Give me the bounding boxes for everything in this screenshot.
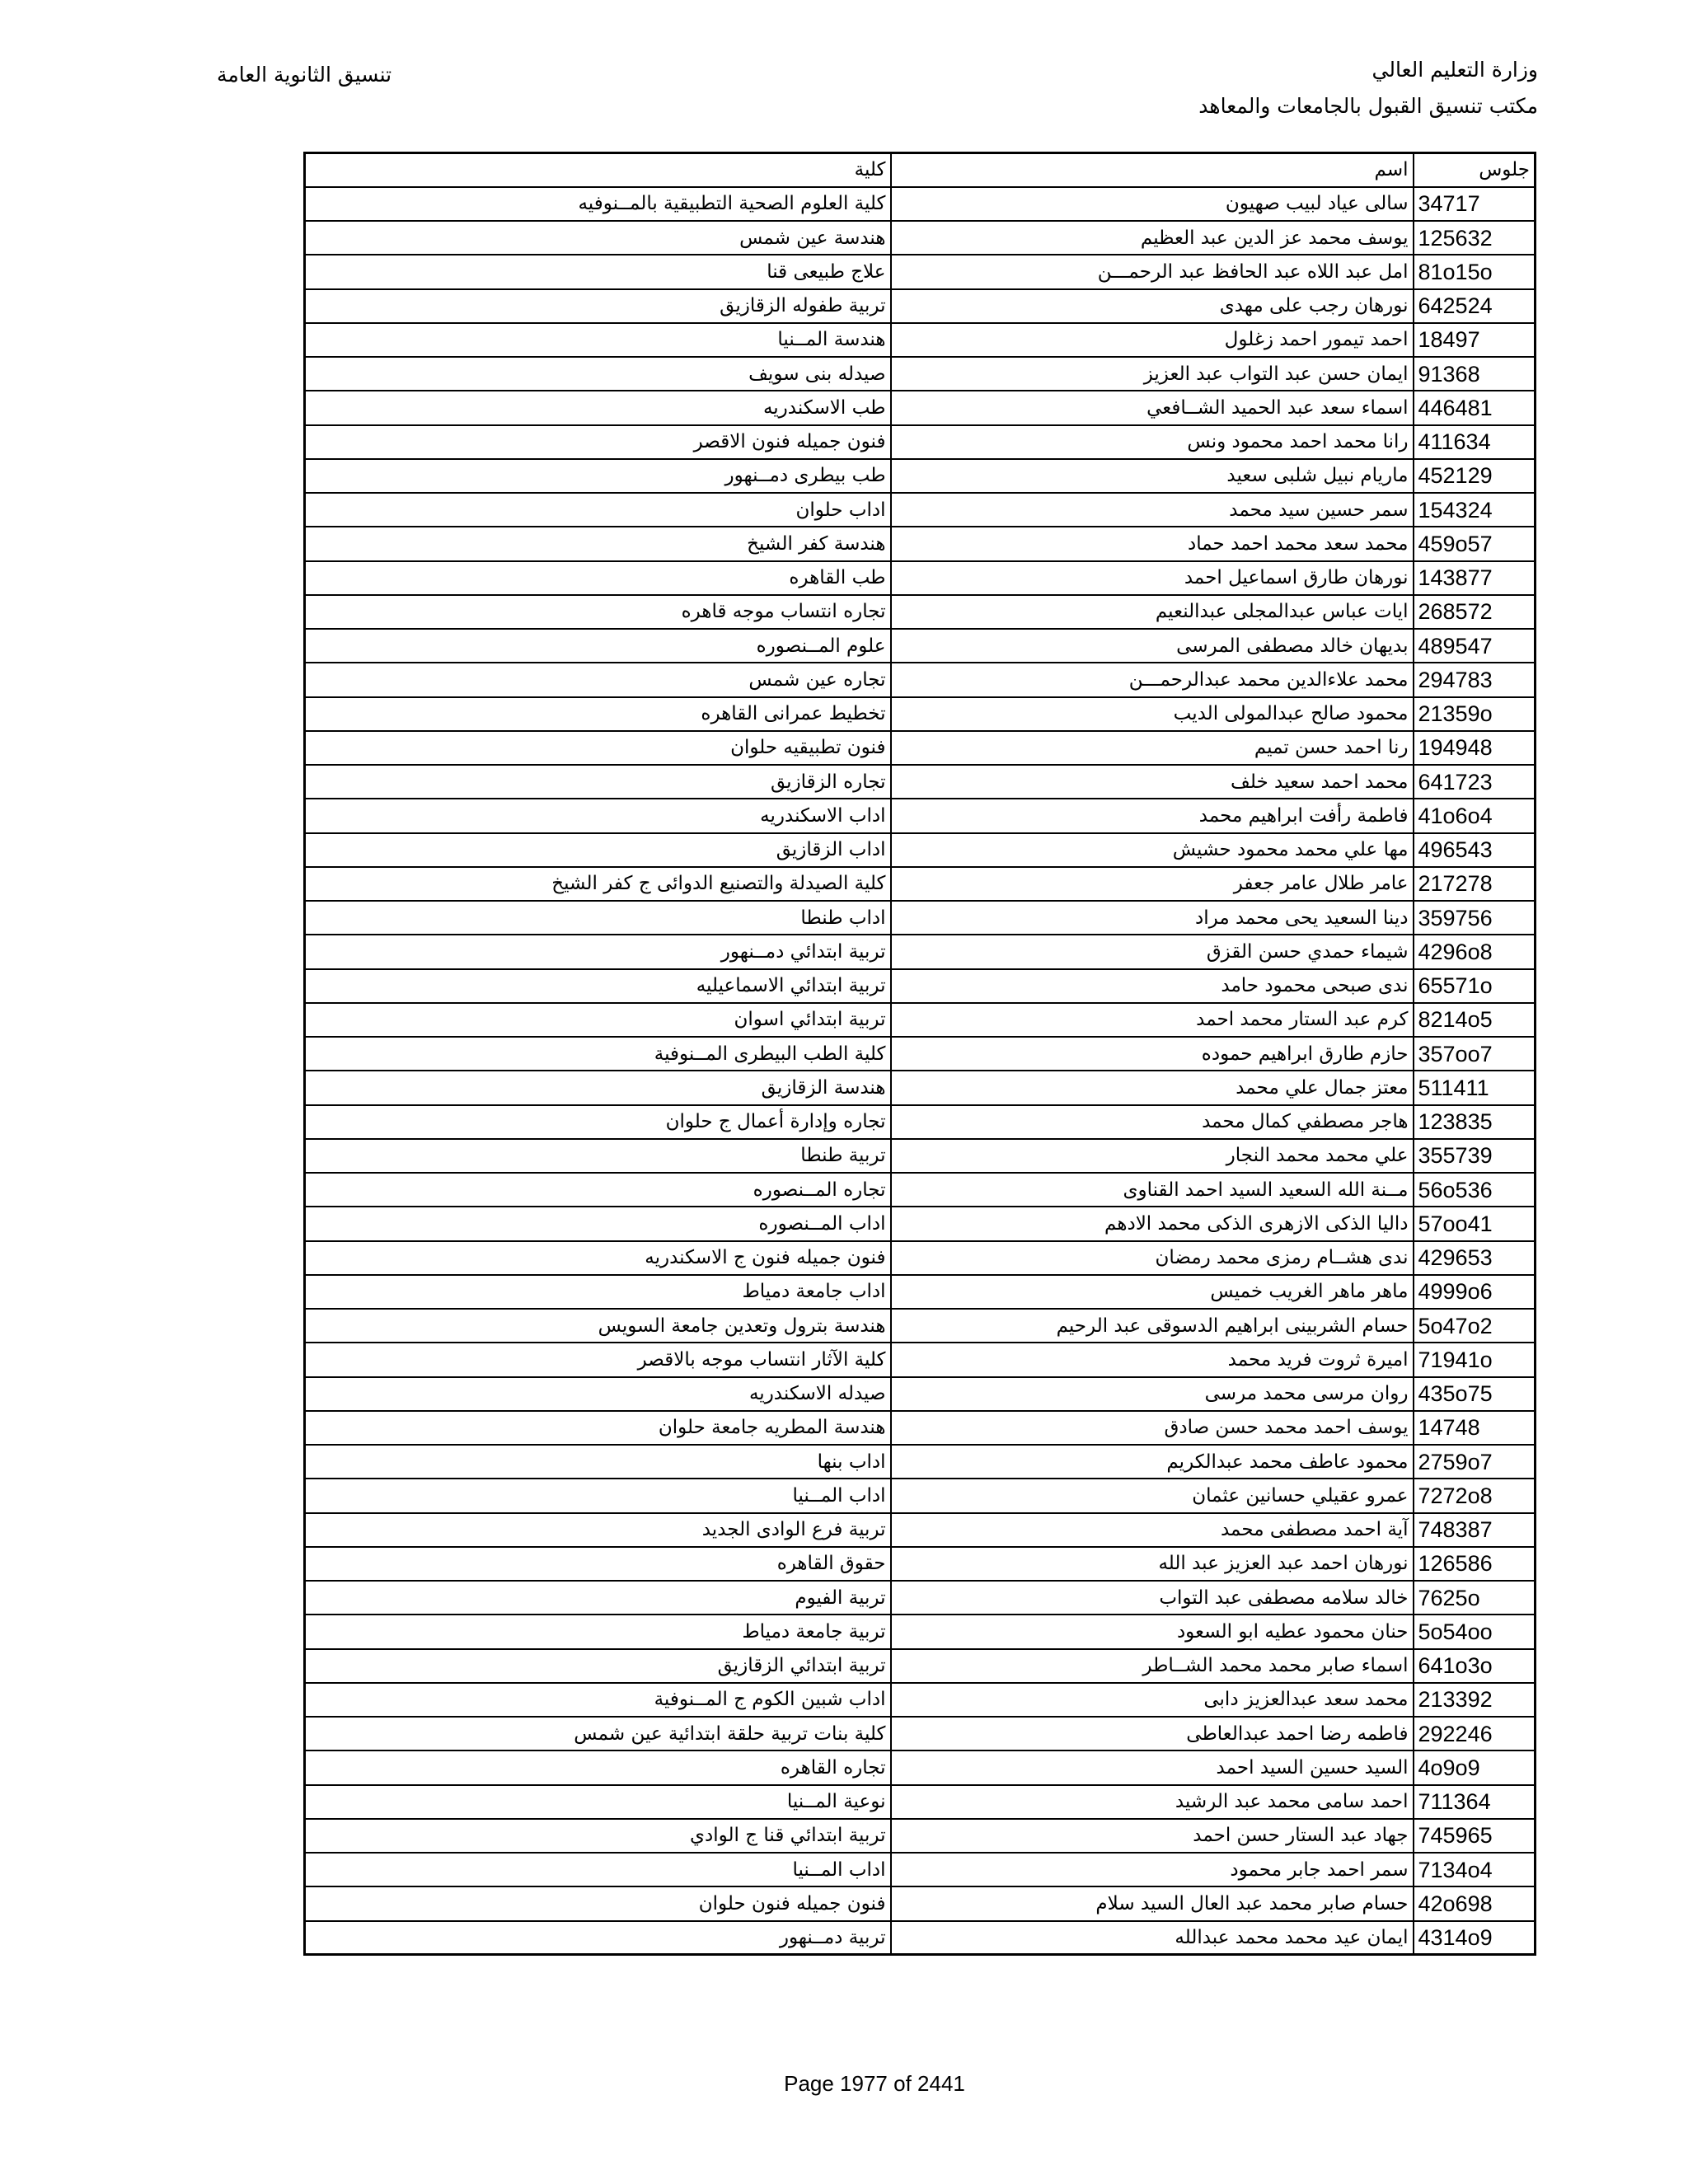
- college-cell: كلية العلوم الصحية التطبيقية بالمــنوفيه: [305, 187, 891, 221]
- table-row: [305, 459, 1536, 493]
- table-row: [305, 1785, 1536, 1819]
- seat-number-cell: 411634: [1414, 425, 1536, 459]
- seat-number-cell: 711364: [1414, 1785, 1536, 1819]
- seat-number-cell: 34717: [1414, 187, 1536, 221]
- table-header: [305, 153, 1536, 187]
- college-cell: طب القاهره: [305, 561, 891, 595]
- seat-number-cell: 126586: [1414, 1547, 1536, 1581]
- seat-number-cell: 4o9o9: [1414, 1750, 1536, 1784]
- page-number: Page 1977 of 2441: [784, 2071, 965, 2096]
- college-cell: تجاره وإدارة أعمال ج حلوان: [305, 1105, 891, 1139]
- student-name-cell: سمر احمد جابر محمود: [891, 1853, 1414, 1886]
- header-row: [305, 153, 1536, 187]
- seat-number-cell: 71941o: [1414, 1343, 1536, 1376]
- table-row: [305, 1139, 1536, 1173]
- table-row: [305, 289, 1536, 323]
- college-cell: تجاره انتساب موجه قاهره: [305, 595, 891, 629]
- table-row: [305, 595, 1536, 629]
- student-name-cell: هاجر مصطفي كمال محمد: [891, 1105, 1414, 1139]
- seat-number-cell: 4296o8: [1414, 935, 1536, 968]
- seat-number-cell: 213392: [1414, 1683, 1536, 1717]
- student-name-cell: مــنة الله السعيد السيد احمد القناوى: [891, 1173, 1414, 1207]
- student-name-cell: حسام صابر محمد عبد العال السيد سلام: [891, 1886, 1414, 1920]
- student-name-cell: داليا الذكى الازهرى الذكى محمد الادهم: [891, 1207, 1414, 1240]
- table-row: [305, 1241, 1536, 1275]
- college-cell: كلية الصيدلة والتصنيع الدوائى ج كفر الشيخ: [305, 867, 891, 901]
- table-row: [305, 1547, 1536, 1581]
- table-row: [305, 731, 1536, 765]
- college-cell: اداب شبين الكوم ج المــنوفية: [305, 1683, 891, 1717]
- student-name-cell: عامر طلال عامر جعفر: [891, 867, 1414, 901]
- college-cell: اداب حلوان: [305, 493, 891, 527]
- college-cell: فنون تطبيقيه حلوان: [305, 731, 891, 765]
- seat-number-cell: 18497: [1414, 323, 1536, 357]
- student-name-cell: اميرة ثروت فريد محمد: [891, 1343, 1414, 1376]
- table-row: [305, 391, 1536, 424]
- table-row: [305, 1411, 1536, 1445]
- seat-number-cell: 56o536: [1414, 1173, 1536, 1207]
- college-cell: هندسة عين شمس: [305, 221, 891, 255]
- student-name-cell: كرم عبد الستار محمد احمد: [891, 1003, 1414, 1037]
- seat-number-cell: 748387: [1414, 1513, 1536, 1547]
- seat-number-cell: 459o57: [1414, 527, 1536, 560]
- student-name-cell: يوسف محمد عز الدين عبد العظيم: [891, 221, 1414, 255]
- college-cell: هندسة الزقازيق: [305, 1071, 891, 1104]
- college-cell: فنون جميله فنون حلوان: [305, 1886, 891, 1920]
- table-row: [305, 833, 1536, 867]
- student-name-cell: السيد حسين السيد احمد: [891, 1750, 1414, 1784]
- column-header-seat: جلوس: [1414, 153, 1536, 187]
- table-row: [305, 1173, 1536, 1207]
- seat-number-cell: 41o6o4: [1414, 799, 1536, 832]
- college-cell: هندسة بترول وتعدين جامعة السويس: [305, 1309, 891, 1343]
- college-cell: نوعية المــنيا: [305, 1785, 891, 1819]
- office-name: مكتب تنسيق القبول بالجامعات والمعاهد: [1198, 94, 1538, 118]
- seat-number-cell: 5o54oo: [1414, 1615, 1536, 1648]
- seat-number-cell: 194948: [1414, 731, 1536, 765]
- table-row: [305, 935, 1536, 968]
- seat-number-cell: 452129: [1414, 459, 1536, 493]
- college-cell: تربية ابتدائي اسوان: [305, 1003, 891, 1037]
- college-cell: تجاره عين شمس: [305, 663, 891, 696]
- seat-number-cell: 81o15o: [1414, 255, 1536, 288]
- seat-number-cell: 123835: [1414, 1105, 1536, 1139]
- college-cell: علوم المــنصوره: [305, 629, 891, 663]
- student-name-cell: احمد تيمور احمد زغلول: [891, 323, 1414, 357]
- seat-number-cell: 355739: [1414, 1139, 1536, 1173]
- student-name-cell: امل عبد اللاه عبد الحافظ عبد الرحمـــن: [891, 255, 1414, 288]
- table-row: [305, 1445, 1536, 1479]
- table-row: [305, 1921, 1536, 1955]
- table-row: [305, 1853, 1536, 1886]
- seat-number-cell: 641o3o: [1414, 1649, 1536, 1683]
- table-row: [305, 323, 1536, 357]
- college-cell: تربية الفيوم: [305, 1581, 891, 1615]
- table-row: [305, 1275, 1536, 1309]
- table-row: [305, 1207, 1536, 1240]
- table-body: [305, 187, 1536, 1955]
- seat-number-cell: 7625o: [1414, 1581, 1536, 1615]
- college-cell: صيدله بنى سويف: [305, 357, 891, 391]
- table-row: [305, 1615, 1536, 1648]
- seat-number-cell: 511411: [1414, 1071, 1536, 1104]
- student-name-cell: اسماء سعد عبد الحميد الشــافعي: [891, 391, 1414, 424]
- seat-number-cell: 21359o: [1414, 697, 1536, 731]
- seat-number-cell: 143877: [1414, 561, 1536, 595]
- seat-number-cell: 14748: [1414, 1411, 1536, 1445]
- table-row: [305, 1071, 1536, 1104]
- college-cell: طب الاسكندريه: [305, 391, 891, 424]
- table-row: [305, 1683, 1536, 1717]
- table-row: [305, 969, 1536, 1003]
- seat-number-cell: 4314o9: [1414, 1921, 1536, 1955]
- college-cell: اداب المــنيا: [305, 1853, 891, 1886]
- college-cell: اداب جامعة دمياط: [305, 1275, 891, 1309]
- college-cell: تربية ابتدائي الزقازيق: [305, 1649, 891, 1683]
- table-row: [305, 425, 1536, 459]
- table-row: [305, 765, 1536, 799]
- table-row: [305, 1886, 1536, 1920]
- table-row: [305, 561, 1536, 595]
- table-row: [305, 1513, 1536, 1547]
- student-name-cell: عمرو عقيلي حسانين عثمان: [891, 1479, 1414, 1512]
- table-row: [305, 187, 1536, 221]
- seat-number-cell: 2759o7: [1414, 1445, 1536, 1479]
- student-name-cell: حسام الشربينى ابراهيم الدسوقى عبد الرحيم: [891, 1309, 1414, 1343]
- seat-number-cell: 7134o4: [1414, 1853, 1536, 1886]
- student-name-cell: آية احمد مصطفى محمد: [891, 1513, 1414, 1547]
- student-name-cell: اسماء صابر محمد محمد الشــاطر: [891, 1649, 1414, 1683]
- student-name-cell: احمد سامى محمد عبد الرشيد: [891, 1785, 1414, 1819]
- college-cell: تربية طفوله الزقازيق: [305, 289, 891, 323]
- seat-number-cell: 125632: [1414, 221, 1536, 255]
- college-cell: تربية طنطا: [305, 1139, 891, 1173]
- student-name-cell: دينا السعيد يحى محمد مراد: [891, 901, 1414, 935]
- seat-number-cell: 745965: [1414, 1819, 1536, 1853]
- column-header-name: اسم: [891, 153, 1414, 187]
- table-row: [305, 1581, 1536, 1615]
- seat-number-cell: 42o698: [1414, 1886, 1536, 1920]
- table-row: [305, 1479, 1536, 1512]
- college-cell: اداب المــنيا: [305, 1479, 891, 1512]
- college-cell: هندسة المطريه جامعة حلوان: [305, 1411, 891, 1445]
- student-name-cell: فاطمة رأفت ابراهيم محمد: [891, 799, 1414, 832]
- student-name-cell: ندى صبحى محمود حامد: [891, 969, 1414, 1003]
- seat-number-cell: 489547: [1414, 629, 1536, 663]
- student-name-cell: ماريام نبيل شلبى سعيد: [891, 459, 1414, 493]
- college-cell: تربية دمــنهور: [305, 1921, 891, 1955]
- table-row: [305, 697, 1536, 731]
- student-name-cell: مها علي محمد محمود حشيش: [891, 833, 1414, 867]
- college-cell: كلية بنات تربية حلقة ابتدائية عين شمس: [305, 1717, 891, 1750]
- table-row: [305, 1750, 1536, 1784]
- student-name-cell: جهاد عبد الستار حسن احمد: [891, 1819, 1414, 1853]
- college-cell: كلية الطب البيطرى المــنوفية: [305, 1037, 891, 1071]
- seat-number-cell: 642524: [1414, 289, 1536, 323]
- column-header-college: كلية: [305, 153, 891, 187]
- student-name-cell: فاطمه رضا احمد عبدالعاطى: [891, 1717, 1414, 1750]
- seat-number-cell: 268572: [1414, 595, 1536, 629]
- student-name-cell: علي محمد محمد النجار: [891, 1139, 1414, 1173]
- table-row: [305, 1309, 1536, 1343]
- seat-number-cell: 5o47o2: [1414, 1309, 1536, 1343]
- college-cell: كلية الآثار انتساب موجه بالاقصر: [305, 1343, 891, 1376]
- document-title: تنسيق الثانوية العامة: [217, 63, 392, 87]
- student-name-cell: ايمان عيد محمد محمد عبدالله: [891, 1921, 1414, 1955]
- student-name-cell: محمد احمد سعيد خلف: [891, 765, 1414, 799]
- student-name-cell: محمد علاءالدين محمد عبدالرحمـــن: [891, 663, 1414, 696]
- student-name-cell: سالى عياد لبيب صهيون: [891, 187, 1414, 221]
- college-cell: تجاره الزقازيق: [305, 765, 891, 799]
- table-row: [305, 1343, 1536, 1376]
- college-cell: تربية ابتدائي دمــنهور: [305, 935, 891, 968]
- seat-number-cell: 7272o8: [1414, 1479, 1536, 1512]
- student-name-cell: معتز جمال علي محمد: [891, 1071, 1414, 1104]
- college-cell: اداب الزقازيق: [305, 833, 891, 867]
- seat-number-cell: 217278: [1414, 867, 1536, 901]
- student-name-cell: حازم طارق ابراهيم حموده: [891, 1037, 1414, 1071]
- college-cell: هندسة كفر الشيخ: [305, 527, 891, 560]
- table-row: [305, 1819, 1536, 1853]
- student-name-cell: خالد سلامه مصطفى عبد التواب: [891, 1581, 1414, 1615]
- table-row: [305, 1037, 1536, 1071]
- student-name-cell: سمر حسين سيد محمد: [891, 493, 1414, 527]
- student-name-cell: نورهان احمد عبد العزيز عبد الله: [891, 1547, 1414, 1581]
- student-name-cell: ايمان حسن عبد التواب عبد العزيز: [891, 357, 1414, 391]
- seat-number-cell: 496543: [1414, 833, 1536, 867]
- student-name-cell: محمد سعد محمد احمد حماد: [891, 527, 1414, 560]
- college-cell: اداب طنطا: [305, 901, 891, 935]
- table-row: [305, 629, 1536, 663]
- student-name-cell: بديهان خالد مصطفى المرسى: [891, 629, 1414, 663]
- college-cell: طب بيطرى دمــنهور: [305, 459, 891, 493]
- table-row: [305, 1649, 1536, 1683]
- student-name-cell: روان مرسى محمد مرسى: [891, 1377, 1414, 1411]
- table-row: [305, 799, 1536, 832]
- student-name-cell: محمد سعد عبدالعزيز دابى: [891, 1683, 1414, 1717]
- table-row: [305, 357, 1536, 391]
- seat-number-cell: 429653: [1414, 1241, 1536, 1275]
- college-cell: اداب بنها: [305, 1445, 891, 1479]
- student-name-cell: حنان محمود عطيه ابو السعود: [891, 1615, 1414, 1648]
- table-row: [305, 255, 1536, 288]
- college-cell: تربية فرع الوادى الجديد: [305, 1513, 891, 1547]
- college-cell: فنون جميله فنون الاقصر: [305, 425, 891, 459]
- seat-number-cell: 57oo41: [1414, 1207, 1536, 1240]
- student-name-cell: نورهان طارق اسماعيل احمد: [891, 561, 1414, 595]
- table-row: [305, 527, 1536, 560]
- table-row: [305, 1377, 1536, 1411]
- college-cell: تجاره القاهره: [305, 1750, 891, 1784]
- seat-number-cell: 446481: [1414, 391, 1536, 424]
- college-cell: تجاره المــنصوره: [305, 1173, 891, 1207]
- college-cell: صيدله الاسكندريه: [305, 1377, 891, 1411]
- table-row: [305, 1003, 1536, 1037]
- seat-number-cell: 91368: [1414, 357, 1536, 391]
- table-row: [305, 867, 1536, 901]
- college-cell: تربية جامعة دمياط: [305, 1615, 891, 1648]
- student-name-cell: رانا محمد احمد محمود ونس: [891, 425, 1414, 459]
- college-cell: اداب المــنصوره: [305, 1207, 891, 1240]
- student-name-cell: رنا احمد حسن تميم: [891, 731, 1414, 765]
- table-row: [305, 493, 1536, 527]
- seat-number-cell: 435o75: [1414, 1377, 1536, 1411]
- admission-table: [303, 152, 1536, 1956]
- college-cell: اداب الاسكندريه: [305, 799, 891, 832]
- college-cell: تربية ابتدائي قنا ج الوادي: [305, 1819, 891, 1853]
- college-cell: تخطيط عمرانى القاهره: [305, 697, 891, 731]
- seat-number-cell: 357oo7: [1414, 1037, 1536, 1071]
- college-cell: علاج طبيعى قنا: [305, 255, 891, 288]
- seat-number-cell: 292246: [1414, 1717, 1536, 1750]
- seat-number-cell: 4999o6: [1414, 1275, 1536, 1309]
- student-name-cell: ماهر ماهر الغريب خميس: [891, 1275, 1414, 1309]
- student-name-cell: محمود صالح عبدالمولى الديب: [891, 697, 1414, 731]
- student-name-cell: يوسف احمد محمد حسن صادق: [891, 1411, 1414, 1445]
- college-cell: فنون جميله فنون ج الاسكندريه: [305, 1241, 891, 1275]
- seat-number-cell: 359756: [1414, 901, 1536, 935]
- student-name-cell: ندى هشــام رمزى محمد رمضان: [891, 1241, 1414, 1275]
- table-row: [305, 1717, 1536, 1750]
- college-cell: حقوق القاهره: [305, 1547, 891, 1581]
- seat-number-cell: 65571o: [1414, 969, 1536, 1003]
- table-row: [305, 1105, 1536, 1139]
- student-name-cell: محمود عاطف محمد عبدالكريم: [891, 1445, 1414, 1479]
- seat-number-cell: 8214o5: [1414, 1003, 1536, 1037]
- seat-number-cell: 641723: [1414, 765, 1536, 799]
- ministry-name: وزارة التعليم العالي: [1372, 58, 1538, 82]
- seat-number-cell: 294783: [1414, 663, 1536, 696]
- table-row: [305, 221, 1536, 255]
- student-name-cell: نورهان رجب على مهدى: [891, 289, 1414, 323]
- table-row: [305, 663, 1536, 696]
- table-row: [305, 901, 1536, 935]
- college-cell: هندسة المــنيا: [305, 323, 891, 357]
- college-cell: تربية ابتدائي الاسماعيليه: [305, 969, 891, 1003]
- student-name-cell: ايات عباس عبدالمجلى عبدالنعيم: [891, 595, 1414, 629]
- seat-number-cell: 154324: [1414, 493, 1536, 527]
- student-name-cell: شيماء حمدي حسن القزق: [891, 935, 1414, 968]
